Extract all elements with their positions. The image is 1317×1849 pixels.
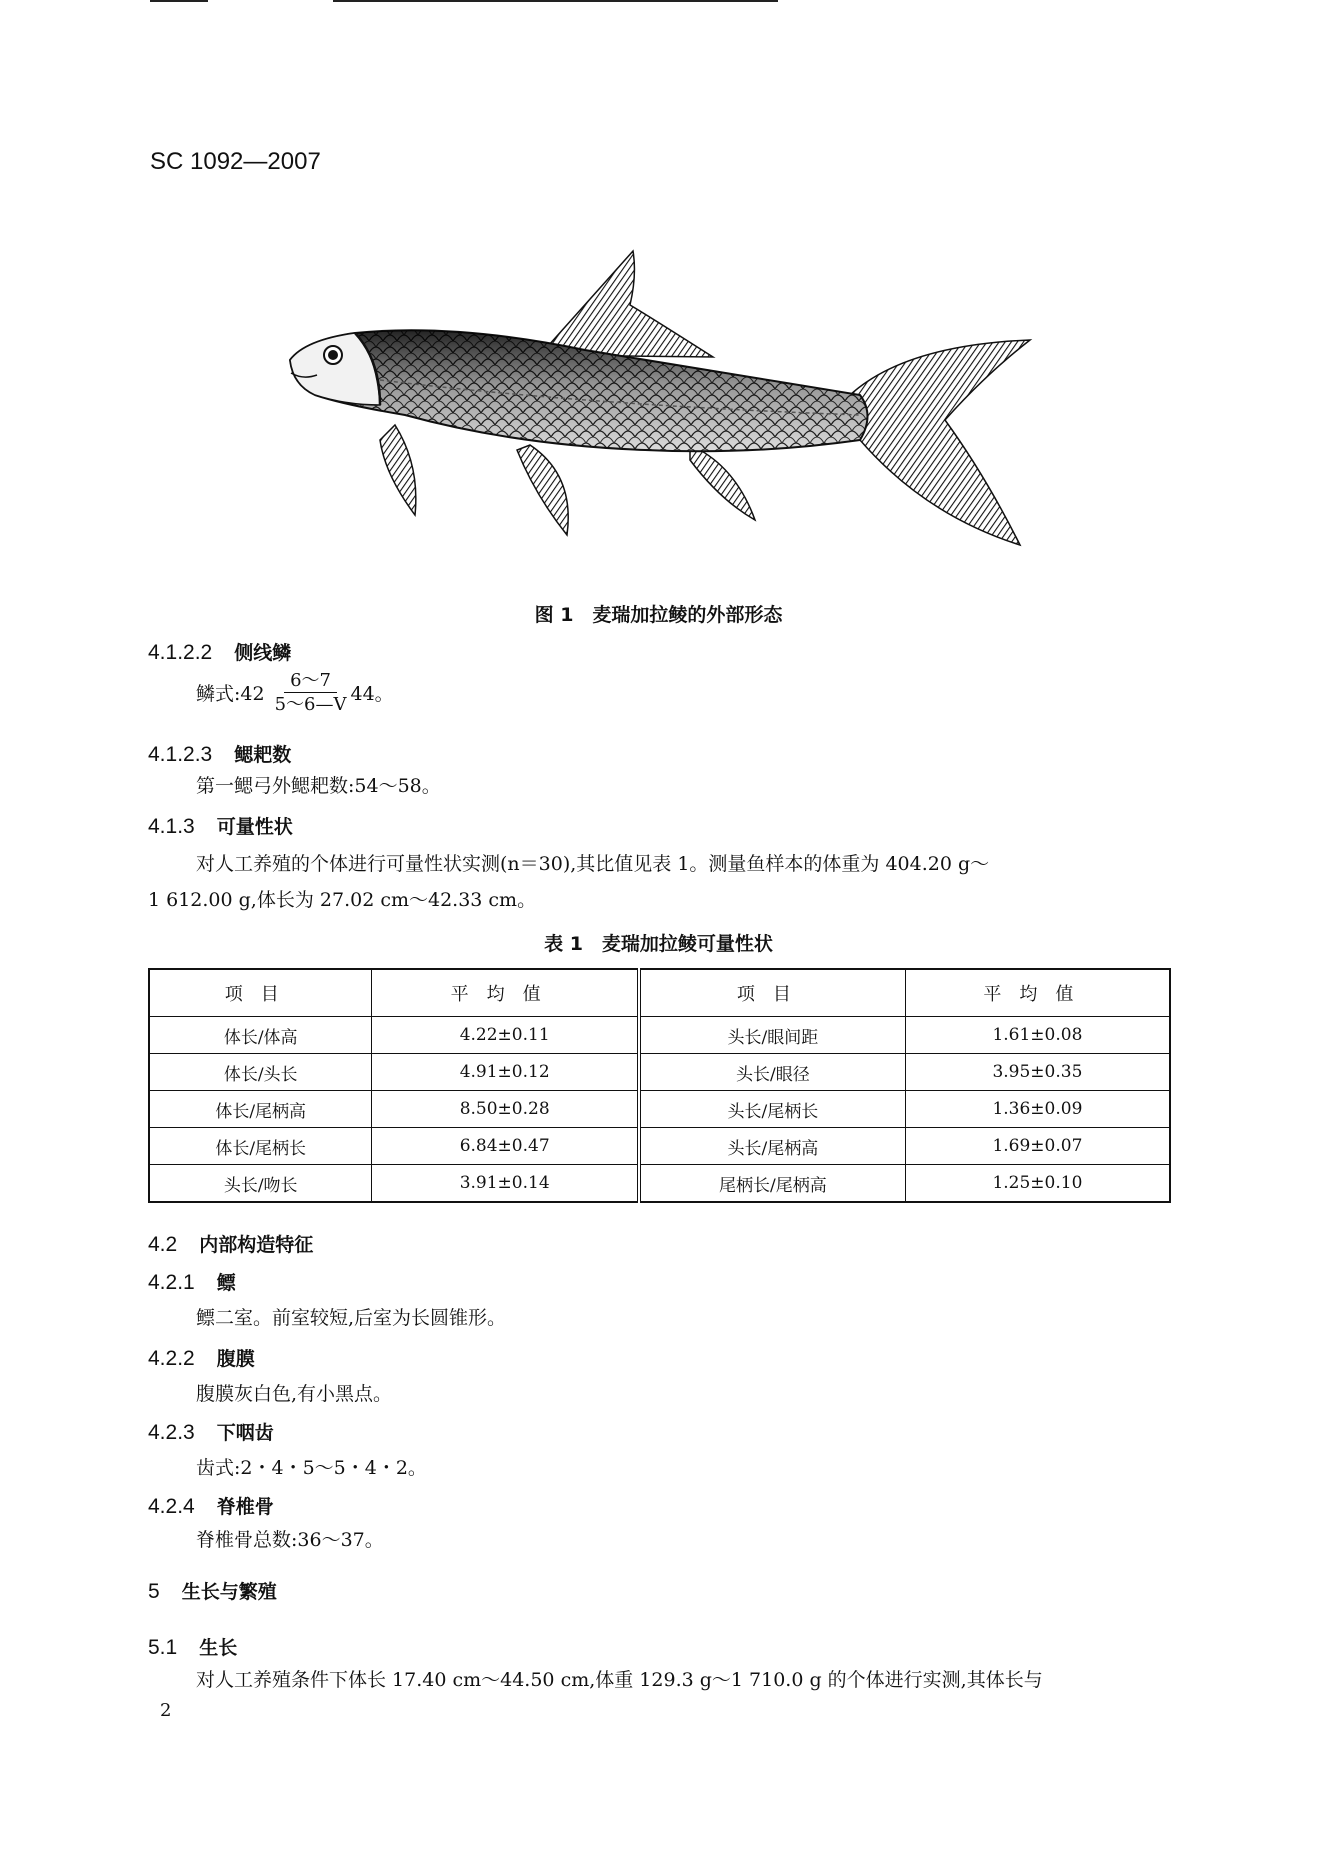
paragraph: 腹膜灰白色,有小黑点。 [196,1383,393,1405]
column-header: 项目 [639,969,905,1017]
table-row [149,1165,1170,1203]
section-heading: 4.2.3 下咽齿 [148,1421,274,1444]
top-rule-left [150,0,208,2]
paragraph: 1 612.00 g,体长为 27.02 cm～42.33 cm。 [148,889,537,911]
section-heading: 4.2.2 腹膜 [148,1347,255,1370]
table-cell: 体长/体高 [149,1017,372,1054]
measurement-table [148,968,1171,1203]
table-title: 表 1 麦瑞加拉鲮可量性状 [544,933,773,955]
section-heading: 4.1.3 可量性状 [148,815,293,838]
table-cell: 头长/尾柄高 [639,1128,905,1165]
paragraph: 脊椎骨总数:36～37。 [196,1529,384,1551]
table-row [149,1128,1170,1165]
section-heading: 4.2.1 鳔 [148,1271,236,1294]
section-heading: 4.2 内部构造特征 [148,1233,314,1256]
table-cell: 体长/尾柄长 [149,1128,372,1165]
table-cell: 1.25±0.10 [905,1165,1170,1203]
fish-illustration [285,245,1035,575]
paragraph: 鳔二室。前室较短,后室为长圆锥形。 [196,1307,507,1329]
table-cell: 3.91±0.14 [372,1165,639,1203]
table-row [149,1017,1170,1054]
table-header-row [149,969,1170,1017]
table-cell: 3.95±0.35 [905,1054,1170,1091]
table-cell: 1.36±0.09 [905,1091,1170,1128]
table-row [149,1091,1170,1128]
table-cell: 8.50±0.28 [372,1091,639,1128]
paragraph: 对人工养殖条件下体长 17.40 cm～44.50 cm,体重 129.3 g～1 710.0 g 的个体进行实测,其体长与 [196,1669,1043,1691]
table-cell: 体长/头长 [149,1054,372,1091]
paragraph: 齿式:2・4・5～5・4・2。 [196,1457,427,1479]
table-cell: 4.91±0.12 [372,1054,639,1091]
column-header: 项目 [149,969,372,1017]
top-rule-right [333,0,778,2]
table-cell: 头长/吻长 [149,1165,372,1203]
table-cell: 体长/尾柄高 [149,1091,372,1128]
table-cell: 头长/眼径 [639,1054,905,1091]
scale-formula: 鳞式:42 $\frac{6\sim 7}{5\sim 6—V}$ 44。 [196,670,394,715]
table-cell: 尾柄长/尾柄高 [639,1165,905,1203]
table-cell: 1.61±0.08 [905,1017,1170,1054]
section-heading: 5.1 生长 [148,1636,238,1659]
table-cell: 6.84±0.47 [372,1128,639,1165]
section-heading: 4.1.2.2 侧线鳞 [148,641,292,664]
paragraph: 对人工养殖的个体进行可量性状实测(n＝30),其比值见表 1。测量鱼样本的体重为 404.20 g～ [196,853,990,875]
section-heading: 5 生长与繁殖 [148,1580,277,1603]
table-cell: 头长/眼间距 [639,1017,905,1054]
paragraph: 第一鳃弓外鳃耙数:54～58。 [196,775,441,797]
standard-code: SC 1092—2007 [150,148,321,175]
table-cell: 头长/尾柄长 [639,1091,905,1128]
page-number: 2 [160,1700,172,1721]
table-cell: 1.69±0.07 [905,1128,1170,1165]
section-heading: 4.2.4 脊椎骨 [148,1495,274,1518]
column-header: 平均值 [372,969,639,1017]
section-heading: 4.1.2.3 鳃耙数 [148,743,292,766]
column-header: 平均值 [905,969,1170,1017]
figure-caption: 图 1 麦瑞加拉鲮的外部形态 [534,604,783,626]
table-row [149,1054,1170,1091]
table-cell: 4.22±0.11 [372,1017,639,1054]
